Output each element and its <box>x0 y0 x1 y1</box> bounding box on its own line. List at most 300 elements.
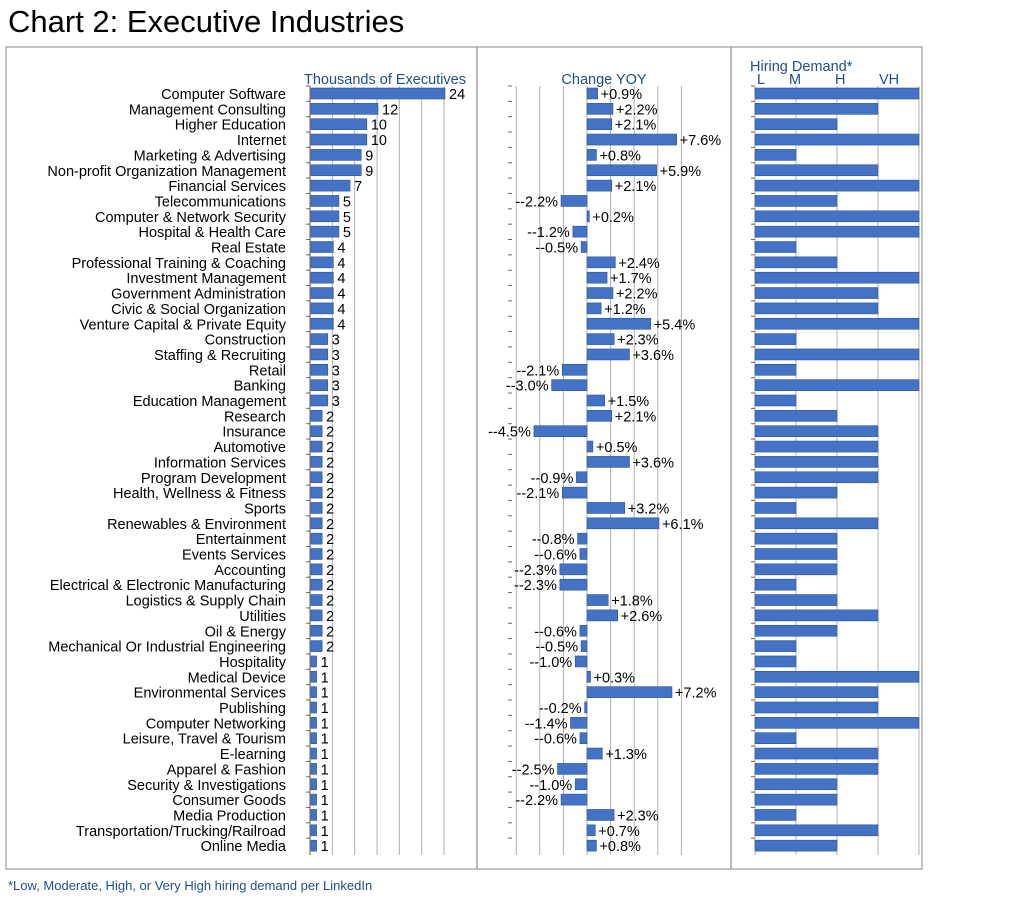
category-label: Banking <box>233 378 286 395</box>
executives-value-label: 2 <box>326 440 335 457</box>
category-label: Higher Education <box>174 117 286 134</box>
category-label: Oil & Energy <box>204 624 286 641</box>
executives-value-label: 9 <box>365 163 374 180</box>
executives-bar <box>311 303 333 314</box>
change-bar <box>560 579 587 590</box>
category-label: Staffing & Recruiting <box>154 347 286 364</box>
executives-value-label: 3 <box>331 378 340 395</box>
executives-bar <box>311 165 361 176</box>
change-bar <box>534 426 587 437</box>
category-label: Automotive <box>213 440 286 457</box>
executives-axis-title: Thousands of Executives <box>303 72 466 88</box>
category-label: Media Production <box>173 808 286 825</box>
executives-value-label: 1 <box>320 731 329 748</box>
change-value-label: +0.5% <box>595 440 638 457</box>
executives-value-label: 1 <box>320 747 329 764</box>
category-label: Civic & Social Organization <box>111 301 286 318</box>
executives-bar <box>311 441 322 452</box>
change-value-label: --2.2% <box>515 194 559 211</box>
change-bar <box>581 641 587 652</box>
executives-bar <box>311 487 322 498</box>
category-label: Real Estate <box>211 240 286 257</box>
executives-value-label: 1 <box>320 808 329 825</box>
change-bar <box>570 717 587 728</box>
executives-value-label: 1 <box>320 701 329 717</box>
executives-bar <box>311 518 322 529</box>
change-bar <box>573 226 587 237</box>
executives-bar <box>311 288 333 299</box>
demand-bar <box>755 456 878 467</box>
executives-value-label: 2 <box>326 409 335 426</box>
executives-value-label: 4 <box>337 301 346 318</box>
change-bar <box>587 671 591 682</box>
change-bar <box>587 441 593 452</box>
change-value-label: +1.2% <box>604 301 646 318</box>
demand-bar <box>755 579 796 590</box>
change-bar <box>587 502 625 513</box>
change-bar <box>558 763 588 774</box>
change-value-label: --2.3% <box>514 562 557 579</box>
executives-value-label: 2 <box>326 608 335 625</box>
demand-bar <box>755 687 878 698</box>
change-bar <box>587 610 618 621</box>
demand-axis-title: Hiring Demand* <box>750 59 853 75</box>
category-label: Marketing & Advertising <box>133 148 286 165</box>
change-value-label: +2.2% <box>615 286 658 303</box>
demand-bar <box>755 825 878 836</box>
executives-value-label: 2 <box>326 516 335 533</box>
demand-bar <box>755 518 878 529</box>
change-bar <box>587 303 601 314</box>
demand-bar <box>755 794 837 805</box>
demand-scale-label: L <box>757 72 766 88</box>
demand-bar <box>755 88 919 99</box>
change-value-label: +7.2% <box>674 685 717 702</box>
category-label: Renewables & Environment <box>107 516 286 533</box>
change-value-label: +3.2% <box>627 501 670 518</box>
change-bar <box>587 257 615 268</box>
change-value-label: --1.0% <box>529 777 573 794</box>
category-label: Medical Device <box>187 670 286 687</box>
executives-bar <box>311 702 317 713</box>
executives-bar <box>311 380 328 391</box>
category-label: Online Media <box>200 839 286 856</box>
demand-bar <box>755 549 837 560</box>
executives-bar <box>311 763 317 774</box>
executives-bar <box>311 641 322 652</box>
change-bar <box>587 180 612 191</box>
executives-value-label: 10 <box>370 133 387 150</box>
change-value-label: --2.2% <box>515 793 559 810</box>
change-axis-title: Change YOY <box>561 72 647 88</box>
executives-value-label: 2 <box>326 424 335 441</box>
category-label: E-learning <box>219 747 286 764</box>
category-label: Government Administration <box>111 286 286 303</box>
executives-bar <box>311 134 367 145</box>
executives-value-label: 5 <box>342 209 351 226</box>
change-value-label: --0.6% <box>534 731 577 748</box>
category-label: Investment Management <box>126 271 286 288</box>
demand-bar <box>755 733 796 744</box>
footnote: *Low, Moderate, High, or Very High hiring demand per LinkedIn <box>8 878 373 893</box>
executives-bar <box>311 840 317 851</box>
change-bar <box>587 134 677 145</box>
category-label: Events Services <box>182 547 286 564</box>
category-label: Accounting <box>214 562 286 579</box>
demand-bar <box>755 334 796 345</box>
change-bar <box>587 748 602 759</box>
executives-value-label: 5 <box>342 225 351 242</box>
change-value-label: --4.5% <box>488 424 531 441</box>
demand-scale-label: M <box>789 72 802 88</box>
change-bar <box>587 395 605 406</box>
change-bar <box>580 549 587 560</box>
executives-value-label: 1 <box>320 823 329 840</box>
change-value-label: --1.2% <box>527 225 570 242</box>
demand-scale-label: VH <box>879 72 900 88</box>
demand-bar <box>755 134 919 145</box>
change-value-label: +6.1% <box>661 516 704 533</box>
change-bar <box>587 825 595 836</box>
executives-bar <box>311 595 322 606</box>
executives-bar <box>311 364 328 375</box>
executives-value-label: 9 <box>365 148 374 165</box>
change-bar <box>587 687 672 698</box>
category-label: Management Consulting <box>128 102 286 119</box>
change-bar <box>587 211 589 222</box>
change-value-label: +2.6% <box>620 608 663 625</box>
executives-bar <box>311 88 445 99</box>
executives-value-label: 3 <box>331 347 340 364</box>
demand-bar <box>755 303 878 314</box>
executives-value-label: 1 <box>320 793 329 810</box>
change-value-label: +1.7% <box>610 271 652 288</box>
demand-bar <box>755 211 919 222</box>
executives-value-label: 4 <box>337 240 346 257</box>
executives-value-label: 2 <box>326 547 335 564</box>
executives-bar <box>311 103 378 114</box>
change-value-label: --0.9% <box>530 470 574 487</box>
executives-bar <box>311 149 361 160</box>
executives-bar <box>311 257 333 268</box>
demand-bar <box>755 395 796 406</box>
change-yoy-panel <box>488 72 721 855</box>
demand-bar <box>755 502 796 513</box>
demand-bar <box>755 702 878 713</box>
demand-scale-label: H <box>835 72 846 88</box>
executives-bar <box>311 349 328 360</box>
change-value-label: +5.9% <box>659 163 702 180</box>
executives-value-label: 2 <box>326 562 335 579</box>
executives-bar <box>311 180 350 191</box>
change-bar <box>587 88 598 99</box>
category-label: Insurance <box>222 424 286 441</box>
change-value-label: +7.6% <box>679 133 722 150</box>
demand-bar <box>755 641 796 652</box>
executives-bar <box>311 687 317 698</box>
category-label: Hospitality <box>219 654 286 671</box>
category-label: Consumer Goods <box>172 793 286 810</box>
demand-bar <box>755 533 837 544</box>
category-label: Hospital & Health Care <box>138 225 286 242</box>
change-value-label: +3.6% <box>632 455 675 472</box>
change-value-label: +0.9% <box>600 87 643 103</box>
executives-panel <box>47 72 466 855</box>
demand-bar <box>755 809 796 820</box>
category-label: Mechanical Or Industrial Engineering <box>48 639 286 656</box>
executives-value-label: 4 <box>337 271 346 288</box>
category-label: Utilities <box>239 608 286 625</box>
change-bar <box>585 702 587 713</box>
change-value-label: +1.8% <box>611 593 653 610</box>
category-label: Education Management <box>132 394 286 410</box>
executives-bar <box>311 334 328 345</box>
executives-value-label: 1 <box>320 716 329 733</box>
category-label: Environmental Services <box>133 685 286 702</box>
executives-bar <box>311 549 322 560</box>
change-value-label: --0.2% <box>538 701 582 717</box>
change-bar <box>587 103 613 114</box>
change-value-label: +3.6% <box>632 347 675 364</box>
demand-bar <box>755 103 878 114</box>
executives-bar <box>311 502 322 513</box>
demand-bar <box>755 119 837 130</box>
executives-bar <box>311 579 322 590</box>
category-label: Retail <box>248 363 286 380</box>
category-label: Computer Networking <box>145 716 286 733</box>
category-label: Logistics & Supply Chain <box>125 593 286 610</box>
change-bar <box>587 809 614 820</box>
category-label: Construction <box>204 332 286 349</box>
executives-bar <box>311 395 328 406</box>
category-label: Publishing <box>219 701 286 717</box>
demand-bar <box>755 180 919 191</box>
executives-value-label: 2 <box>326 532 335 549</box>
demand-bar <box>755 380 919 391</box>
change-value-label: +5.4% <box>653 317 696 334</box>
demand-bar <box>755 426 878 437</box>
executives-value-label: 3 <box>331 332 340 349</box>
demand-bar <box>755 364 796 375</box>
executives-value-label: 1 <box>320 839 329 856</box>
executives-bar <box>311 733 317 744</box>
executives-value-label: 3 <box>331 363 340 380</box>
executives-value-label: 2 <box>326 501 335 518</box>
demand-bar <box>755 272 919 283</box>
executives-value-label: 4 <box>337 286 346 303</box>
executives-value-label: 1 <box>320 685 329 702</box>
change-value-label: +2.2% <box>615 102 658 119</box>
demand-bar <box>755 840 837 851</box>
change-value-label: --1.4% <box>524 716 568 733</box>
executives-bar <box>311 671 317 682</box>
change-value-label: +2.3% <box>617 808 659 825</box>
executives-bar <box>311 533 322 544</box>
change-bar <box>575 656 587 667</box>
change-bar <box>576 472 587 483</box>
demand-bar <box>755 165 878 176</box>
executives-value-label: 3 <box>331 394 340 410</box>
executives-bar <box>311 410 322 421</box>
change-value-label: +2.3% <box>617 332 659 349</box>
category-label: Sports <box>244 501 286 518</box>
demand-bar <box>755 226 919 237</box>
hiring-demand-panel <box>750 59 919 855</box>
change-value-label: --0.5% <box>535 240 579 257</box>
executives-bar <box>311 717 317 728</box>
executives-value-label: 2 <box>326 639 335 656</box>
executives-value-label: 2 <box>326 486 335 503</box>
category-label: Transportation/Trucking/Railroad <box>75 823 286 840</box>
change-bar <box>561 195 587 206</box>
change-bar <box>587 334 614 345</box>
change-bar <box>587 119 612 130</box>
category-label: Health, Wellness & Fitness <box>113 486 286 503</box>
category-label: Venture Capital & Private Equity <box>79 317 286 334</box>
demand-bar <box>755 242 796 253</box>
change-bar <box>587 288 613 299</box>
change-value-label: --1.0% <box>529 654 573 671</box>
demand-bar <box>755 625 837 636</box>
executives-bar <box>311 242 333 253</box>
change-value-label: --2.5% <box>511 762 555 779</box>
executives-bar <box>311 195 339 206</box>
change-bar <box>580 625 587 636</box>
demand-bar <box>755 441 878 452</box>
category-label: Security & Investigations <box>127 777 286 794</box>
executives-bar <box>311 211 339 222</box>
demand-bar <box>755 195 837 206</box>
change-value-label: --0.6% <box>534 547 577 564</box>
executives-bar <box>311 226 339 237</box>
demand-bar <box>755 671 919 682</box>
category-label: Apparel & Fashion <box>166 762 286 779</box>
change-bar <box>587 318 651 329</box>
change-bar <box>561 794 587 805</box>
category-label: Research <box>223 409 286 426</box>
change-value-label: --2.1% <box>516 486 560 503</box>
change-value-label: +2.1% <box>614 117 657 134</box>
change-value-label: +0.8% <box>599 839 641 856</box>
category-label: Non-profit Organization Management <box>47 163 286 180</box>
change-value-label: --3.0% <box>505 378 549 395</box>
demand-bar <box>755 779 837 790</box>
demand-bar <box>755 318 919 329</box>
demand-bar <box>755 288 878 299</box>
change-value-label: +0.8% <box>599 148 641 165</box>
change-bar <box>587 840 596 851</box>
change-bar <box>562 364 587 375</box>
executives-bar <box>311 564 322 575</box>
change-bar <box>562 487 587 498</box>
change-value-label: +0.7% <box>598 823 640 840</box>
demand-bar <box>755 149 796 160</box>
change-bar <box>575 779 587 790</box>
category-label: Program Development <box>140 470 286 487</box>
executives-value-label: 1 <box>320 777 329 794</box>
executives-value-label: 10 <box>370 117 387 134</box>
change-value-label: +0.3% <box>593 670 636 687</box>
change-value-label: +0.2% <box>592 209 634 226</box>
executives-bar <box>311 426 322 437</box>
category-label: Internet <box>236 133 286 150</box>
change-bar <box>587 595 608 606</box>
demand-bar <box>755 487 837 498</box>
executives-value-label: 2 <box>326 578 335 595</box>
change-value-label: +2.1% <box>614 179 657 196</box>
change-bar <box>578 533 587 544</box>
executives-bar <box>311 610 322 621</box>
executives-value-label: 2 <box>326 624 335 641</box>
change-bar <box>581 242 587 253</box>
executives-bar <box>311 272 333 283</box>
executives-bar <box>311 472 322 483</box>
executives-value-label: 5 <box>342 194 351 211</box>
change-value-label: +1.5% <box>607 394 650 410</box>
executives-bar <box>311 825 317 836</box>
change-bar <box>587 349 629 360</box>
executives-value-label: 1 <box>320 762 329 779</box>
executives-bar <box>311 318 333 329</box>
executives-value-label: 4 <box>337 317 346 334</box>
change-value-label: --0.6% <box>534 624 577 641</box>
demand-bar <box>755 257 837 268</box>
demand-bar <box>755 656 796 667</box>
demand-bar <box>755 610 878 621</box>
demand-bar <box>755 763 878 774</box>
change-bar <box>587 518 659 529</box>
change-bar <box>587 149 596 160</box>
category-label: Computer Software <box>161 87 286 103</box>
change-value-label: +1.3% <box>605 747 647 764</box>
category-label: Telecommunications <box>154 194 286 211</box>
demand-bar <box>755 595 837 606</box>
change-bar <box>587 410 612 421</box>
executives-bar <box>311 456 322 467</box>
change-bar <box>587 272 607 283</box>
executives-bar <box>311 748 317 759</box>
executives-bar <box>311 794 317 805</box>
executives-value-label: 4 <box>337 255 346 272</box>
change-value-label: +2.1% <box>614 409 657 426</box>
demand-bar <box>755 717 919 728</box>
executives-value-label: 24 <box>449 87 466 103</box>
demand-bar <box>755 349 919 360</box>
chart-title: Chart 2: Executive Industries <box>8 4 405 39</box>
change-bar <box>560 564 587 575</box>
category-label: Entertainment <box>195 532 286 549</box>
change-bar <box>587 456 629 467</box>
executives-value-label: 12 <box>382 102 399 119</box>
change-value-label: --0.8% <box>531 532 575 549</box>
executives-bar <box>311 656 317 667</box>
change-value-label: --2.1% <box>516 363 560 380</box>
change-bar <box>552 380 587 391</box>
category-label: Leisure, Travel & Tourism <box>122 731 286 748</box>
executives-value-label: 7 <box>354 179 363 196</box>
executives-value-label: 1 <box>320 654 329 671</box>
change-value-label: +2.4% <box>618 255 660 272</box>
executives-bar <box>311 809 317 820</box>
executives-value-label: 2 <box>326 455 335 472</box>
demand-bar <box>755 748 878 759</box>
change-bar <box>580 733 587 744</box>
executives-value-label: 1 <box>320 670 329 687</box>
executives-bar <box>311 625 322 636</box>
executives-value-label: 2 <box>326 470 335 487</box>
category-label: Professional Training & Coaching <box>71 255 286 272</box>
change-value-label: --2.3% <box>514 578 557 595</box>
